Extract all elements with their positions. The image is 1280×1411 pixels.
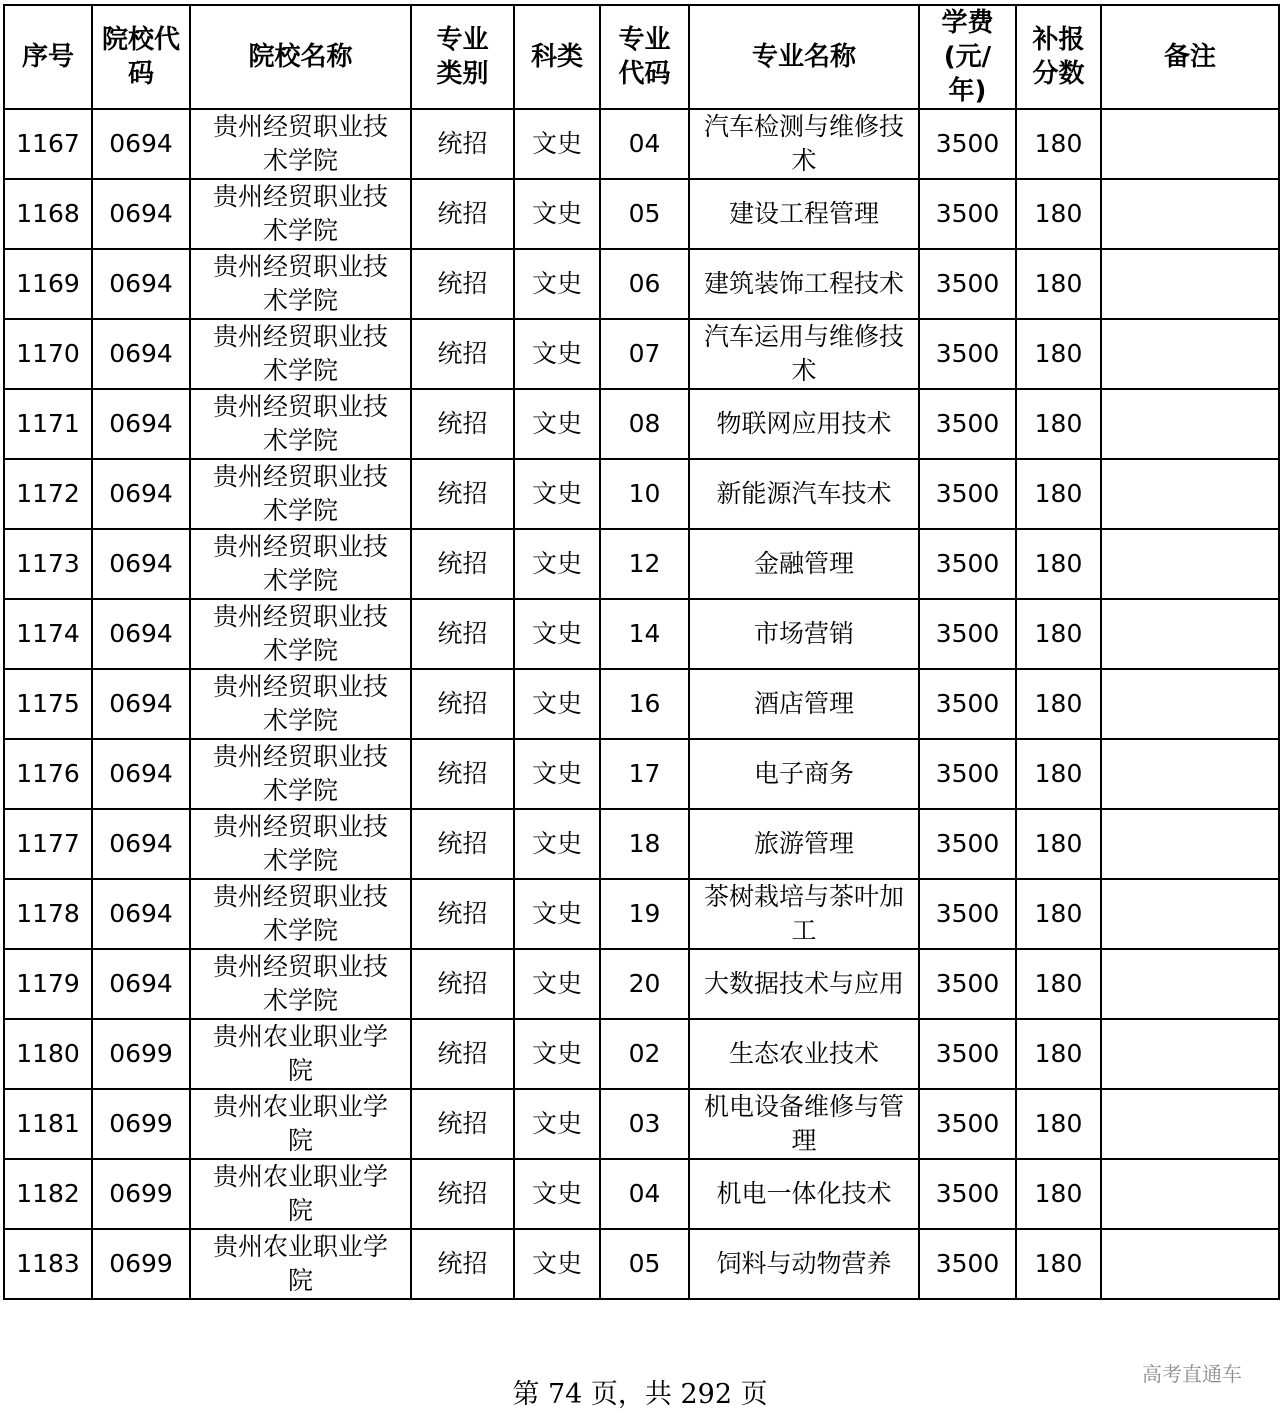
cell-index: 1175 (4, 669, 92, 739)
cell-major-code: 16 (600, 669, 689, 739)
table-row (4, 1229, 1279, 1299)
cell-remarks (1101, 529, 1279, 599)
cell-major-code: 05 (600, 179, 689, 249)
cell-tuition: 3500 (919, 1229, 1016, 1299)
cell-remarks (1101, 109, 1279, 179)
cell-tuition: 3500 (919, 459, 1016, 529)
cell-remarks (1101, 599, 1279, 669)
cell-index: 1174 (4, 599, 92, 669)
cell-subject-type: 文史 (514, 1229, 600, 1299)
cell-subject-type: 文史 (514, 109, 600, 179)
cell-major-name: 建设工程管理 (689, 179, 919, 249)
cell-major-name: 大数据技术与应用 (689, 949, 919, 1019)
cell-subject-type: 文史 (514, 459, 600, 529)
cell-remarks (1101, 1229, 1279, 1299)
cell-major-category: 统招 (411, 949, 514, 1019)
table-row (4, 669, 1279, 739)
cell-score: 180 (1016, 529, 1101, 599)
table-row (4, 809, 1279, 879)
cell-remarks (1101, 1089, 1279, 1159)
cell-school-code: 0694 (92, 389, 190, 459)
header-major-code: 专业代码 (600, 5, 689, 109)
cell-school-code: 0694 (92, 599, 190, 669)
cell-major-code: 07 (600, 319, 689, 389)
cell-tuition: 3500 (919, 529, 1016, 599)
cell-remarks (1101, 669, 1279, 739)
cell-school-code: 0694 (92, 529, 190, 599)
cell-score: 180 (1016, 809, 1101, 879)
cell-major-code: 12 (600, 529, 689, 599)
cell-school-code: 0694 (92, 739, 190, 809)
cell-score: 180 (1016, 879, 1101, 949)
cell-major-category: 统招 (411, 879, 514, 949)
cell-school-name: 贵州经贸职业技术学院 (190, 249, 411, 319)
table-row (4, 1159, 1279, 1229)
cell-major-category: 统招 (411, 319, 514, 389)
cell-tuition: 3500 (919, 669, 1016, 739)
watermark-text: 高考直通车 (1142, 1362, 1242, 1386)
cell-school-code: 0699 (92, 1019, 190, 1089)
cell-subject-type: 文史 (514, 809, 600, 879)
cell-index: 1182 (4, 1159, 92, 1229)
cell-subject-type: 文史 (514, 1159, 600, 1229)
cell-major-code: 14 (600, 599, 689, 669)
cell-major-name: 酒店管理 (689, 669, 919, 739)
cell-major-category: 统招 (411, 529, 514, 599)
cell-school-code: 0694 (92, 319, 190, 389)
cell-index: 1170 (4, 319, 92, 389)
cell-index: 1169 (4, 249, 92, 319)
cell-subject-type: 文史 (514, 599, 600, 669)
cell-major-code: 10 (600, 459, 689, 529)
cell-major-category: 统招 (411, 1229, 514, 1299)
cell-remarks (1101, 459, 1279, 529)
cell-score: 180 (1016, 389, 1101, 459)
cell-index: 1180 (4, 1019, 92, 1089)
cell-score: 180 (1016, 1089, 1101, 1159)
header-tuition: 学费(元/年) (919, 5, 1016, 109)
header-major-name: 专业名称 (689, 5, 919, 109)
cell-major-code: 06 (600, 249, 689, 319)
cell-remarks (1101, 319, 1279, 389)
cell-school-name: 贵州经贸职业技术学院 (190, 179, 411, 249)
cell-score: 180 (1016, 739, 1101, 809)
cell-score: 180 (1016, 949, 1101, 1019)
cell-index: 1172 (4, 459, 92, 529)
cell-major-name: 金融管理 (689, 529, 919, 599)
cell-school-code: 0694 (92, 669, 190, 739)
cell-school-name: 贵州经贸职业技术学院 (190, 459, 411, 529)
cell-remarks (1101, 179, 1279, 249)
cell-index: 1168 (4, 179, 92, 249)
cell-tuition: 3500 (919, 1019, 1016, 1089)
cell-index: 1171 (4, 389, 92, 459)
cell-major-name: 电子商务 (689, 739, 919, 809)
cell-school-name: 贵州经贸职业技术学院 (190, 809, 411, 879)
admissions-table (3, 4, 1280, 1300)
cell-index: 1177 (4, 809, 92, 879)
cell-tuition: 3500 (919, 879, 1016, 949)
cell-score: 180 (1016, 249, 1101, 319)
cell-remarks (1101, 249, 1279, 319)
cell-school-code: 0699 (92, 1229, 190, 1299)
cell-major-category: 统招 (411, 1089, 514, 1159)
cell-major-code: 18 (600, 809, 689, 879)
cell-school-code: 0694 (92, 109, 190, 179)
cell-subject-type: 文史 (514, 669, 600, 739)
table-body (4, 109, 1279, 1299)
cell-school-code: 0694 (92, 459, 190, 529)
cell-major-name: 汽车检测与维修技术 (689, 109, 919, 179)
table-header-row (4, 5, 1279, 109)
cell-subject-type: 文史 (514, 739, 600, 809)
table-row (4, 249, 1279, 319)
cell-major-category: 统招 (411, 739, 514, 809)
cell-major-name: 新能源汽车技术 (689, 459, 919, 529)
cell-major-name: 生态农业技术 (689, 1019, 919, 1089)
header-subject-type: 科类 (514, 5, 600, 109)
page-number: 第 74 页，共 292 页 (512, 1379, 768, 1410)
cell-tuition: 3500 (919, 179, 1016, 249)
table-row (4, 1089, 1279, 1159)
cell-subject-type: 文史 (514, 319, 600, 389)
cell-score: 180 (1016, 599, 1101, 669)
table-row (4, 739, 1279, 809)
table-row (4, 949, 1279, 1019)
cell-major-code: 20 (600, 949, 689, 1019)
cell-major-category: 统招 (411, 599, 514, 669)
cell-score: 180 (1016, 319, 1101, 389)
cell-major-code: 04 (600, 109, 689, 179)
cell-remarks (1101, 1159, 1279, 1229)
table-row (4, 109, 1279, 179)
cell-subject-type: 文史 (514, 529, 600, 599)
cell-school-name: 贵州经贸职业技术学院 (190, 949, 411, 1019)
cell-subject-type: 文史 (514, 1019, 600, 1089)
cell-school-code: 0699 (92, 1089, 190, 1159)
cell-school-name: 贵州农业职业学院 (190, 1019, 411, 1089)
cell-school-code: 0694 (92, 949, 190, 1019)
cell-subject-type: 文史 (514, 949, 600, 1019)
cell-major-code: 17 (600, 739, 689, 809)
cell-major-code: 02 (600, 1019, 689, 1089)
cell-school-name: 贵州农业职业学院 (190, 1159, 411, 1229)
header-school-code: 院校代码 (92, 5, 190, 109)
cell-remarks (1101, 389, 1279, 459)
cell-remarks (1101, 1019, 1279, 1089)
cell-major-category: 统招 (411, 809, 514, 879)
header-major-category: 专业类别 (411, 5, 514, 109)
cell-subject-type: 文史 (514, 389, 600, 459)
cell-school-code: 0694 (92, 249, 190, 319)
cell-school-code: 0699 (92, 1159, 190, 1229)
cell-major-name: 市场营销 (689, 599, 919, 669)
cell-score: 180 (1016, 1229, 1101, 1299)
cell-school-name: 贵州经贸职业技术学院 (190, 669, 411, 739)
cell-score: 180 (1016, 179, 1101, 249)
cell-tuition: 3500 (919, 809, 1016, 879)
cell-major-name: 机电一体化技术 (689, 1159, 919, 1229)
cell-index: 1183 (4, 1229, 92, 1299)
table-row (4, 879, 1279, 949)
cell-major-code: 19 (600, 879, 689, 949)
cell-school-name: 贵州经贸职业技术学院 (190, 879, 411, 949)
cell-major-code: 08 (600, 389, 689, 459)
cell-remarks (1101, 879, 1279, 949)
cell-school-code: 0694 (92, 809, 190, 879)
cell-major-name: 汽车运用与维修技术 (689, 319, 919, 389)
cell-school-name: 贵州经贸职业技术学院 (190, 319, 411, 389)
cell-score: 180 (1016, 1159, 1101, 1229)
header-school-name: 院校名称 (190, 5, 411, 109)
cell-remarks (1101, 809, 1279, 879)
cell-major-category: 统招 (411, 669, 514, 739)
cell-school-name: 贵州经贸职业技术学院 (190, 109, 411, 179)
cell-index: 1178 (4, 879, 92, 949)
cell-tuition: 3500 (919, 249, 1016, 319)
cell-subject-type: 文史 (514, 879, 600, 949)
header-score: 补报分数 (1016, 5, 1101, 109)
cell-tuition: 3500 (919, 949, 1016, 1019)
cell-school-code: 0694 (92, 179, 190, 249)
cell-major-category: 统招 (411, 109, 514, 179)
cell-major-category: 统招 (411, 1159, 514, 1229)
table-row (4, 599, 1279, 669)
cell-school-name: 贵州经贸职业技术学院 (190, 599, 411, 669)
table-row (4, 529, 1279, 599)
cell-school-name: 贵州经贸职业技术学院 (190, 529, 411, 599)
cell-major-code: 04 (600, 1159, 689, 1229)
cell-school-name: 贵州农业职业学院 (190, 1229, 411, 1299)
cell-major-category: 统招 (411, 249, 514, 319)
cell-tuition: 3500 (919, 1089, 1016, 1159)
cell-index: 1181 (4, 1089, 92, 1159)
table-row (4, 179, 1279, 249)
cell-major-category: 统招 (411, 389, 514, 459)
cell-school-name: 贵州农业职业学院 (190, 1089, 411, 1159)
cell-subject-type: 文史 (514, 249, 600, 319)
cell-school-code: 0694 (92, 879, 190, 949)
cell-score: 180 (1016, 669, 1101, 739)
cell-major-category: 统招 (411, 1019, 514, 1089)
cell-tuition: 3500 (919, 389, 1016, 459)
cell-major-category: 统招 (411, 179, 514, 249)
header-index: 序号 (4, 5, 92, 109)
cell-major-name: 机电设备维修与管理 (689, 1089, 919, 1159)
cell-major-name: 饲料与动物营养 (689, 1229, 919, 1299)
cell-remarks (1101, 739, 1279, 809)
cell-subject-type: 文史 (514, 179, 600, 249)
header-remarks: 备注 (1101, 5, 1279, 109)
cell-index: 1179 (4, 949, 92, 1019)
cell-tuition: 3500 (919, 739, 1016, 809)
table-row (4, 319, 1279, 389)
cell-school-name: 贵州经贸职业技术学院 (190, 739, 411, 809)
cell-remarks (1101, 949, 1279, 1019)
cell-index: 1176 (4, 739, 92, 809)
cell-score: 180 (1016, 459, 1101, 529)
cell-major-name: 建筑装饰工程技术 (689, 249, 919, 319)
cell-index: 1167 (4, 109, 92, 179)
table-row (4, 389, 1279, 459)
cell-tuition: 3500 (919, 109, 1016, 179)
cell-index: 1173 (4, 529, 92, 599)
cell-tuition: 3500 (919, 599, 1016, 669)
cell-major-name: 物联网应用技术 (689, 389, 919, 459)
cell-major-code: 05 (600, 1229, 689, 1299)
table-row (4, 1019, 1279, 1089)
cell-major-category: 统招 (411, 459, 514, 529)
cell-tuition: 3500 (919, 1159, 1016, 1229)
cell-score: 180 (1016, 109, 1101, 179)
cell-score: 180 (1016, 1019, 1101, 1089)
cell-major-name: 旅游管理 (689, 809, 919, 879)
cell-major-name: 茶树栽培与茶叶加工 (689, 879, 919, 949)
cell-subject-type: 文史 (514, 1089, 600, 1159)
cell-tuition: 3500 (919, 319, 1016, 389)
table-row (4, 459, 1279, 529)
cell-major-code: 03 (600, 1089, 689, 1159)
cell-school-name: 贵州经贸职业技术学院 (190, 389, 411, 459)
